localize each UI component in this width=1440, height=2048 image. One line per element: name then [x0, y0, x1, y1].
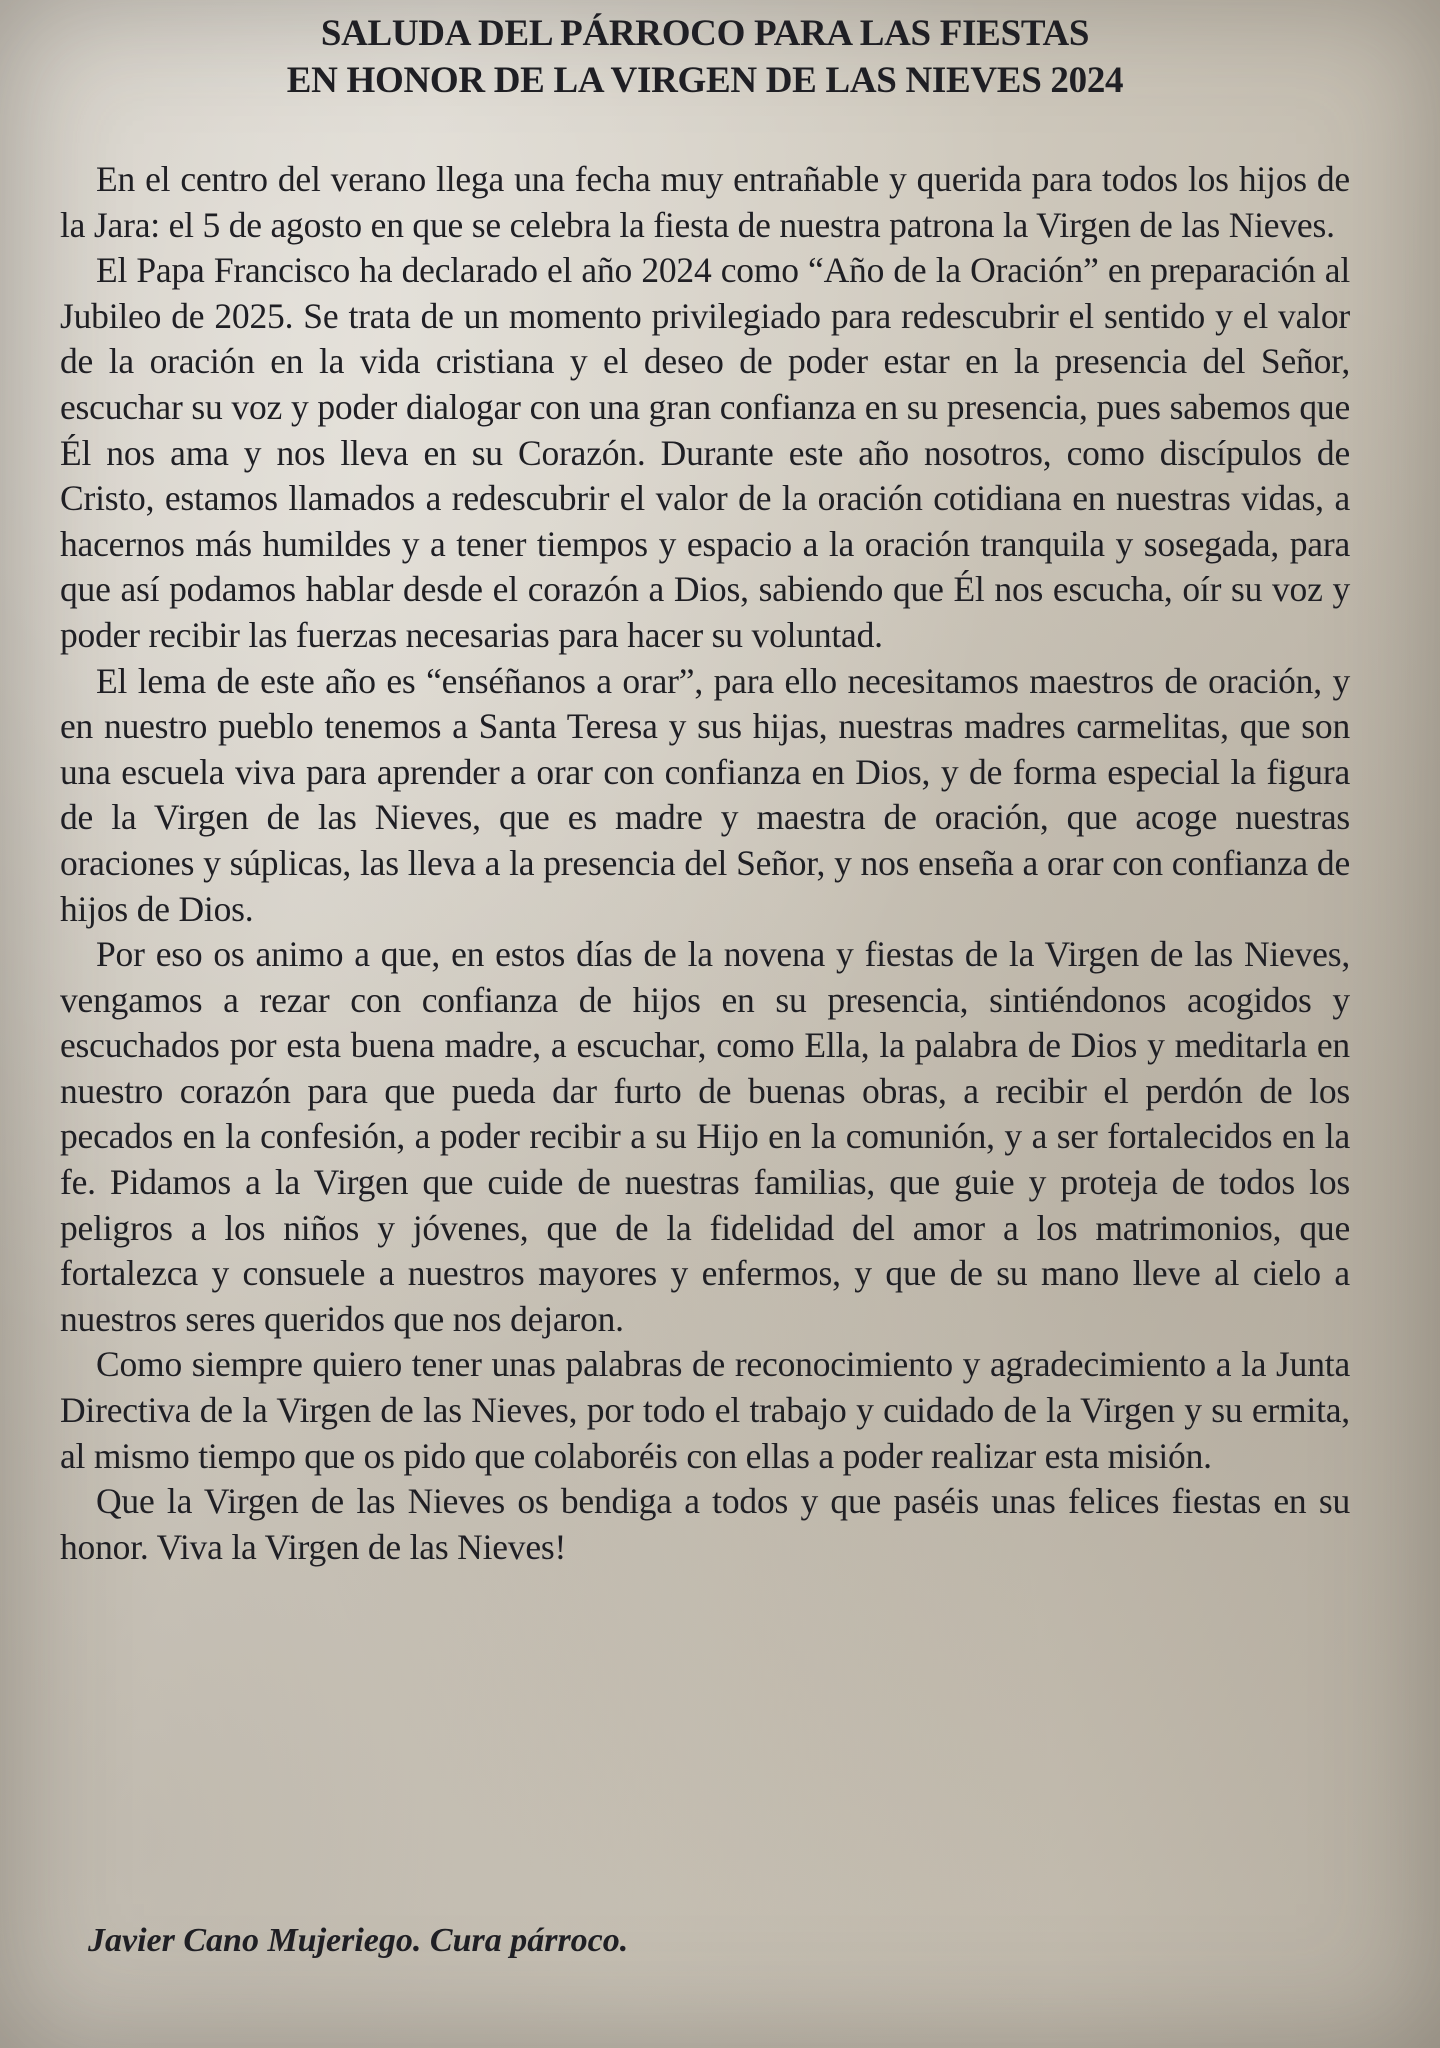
paragraph-3: El lema de este año es “enséñanos a orar”, para ello necesitamos maestros de oración, y en nuestro pueblo tenemos a Santa Teresa y sus hijas, nuestras madres carmelitas, que son una escuela viva para aprender a orar con confianza en Dios, y de forma especial la figura de la Virgen de las Nieves, que es madre y maestra de oración, que acoge nuestras oraciones y súplicas, las lleva a la presencia del Señor, y nos enseña a orar con confianza de hijos de Dios.: [60, 660, 1350, 929]
title-line-2: EN HONOR DE LA VIRGEN DE LAS NIEVES 2024: [286, 60, 1124, 101]
title-line-1: SALUDA DEL PÁRROCO PARA LAS FIESTAS: [320, 13, 1090, 54]
document: [60, 0, 1350, 1570]
paragraph-2: El Papa Francisco ha declarado el año 2024 como “Año de la Oración” en preparación al Jubileo de 2025. Se trata de un momento privilegiado para redescubrir el sentido y el valor de la oración en la vida cristiana y el deseo de poder estar en la presencia del Señor, escuchar su voz y poder dialogar con una gran confianza en su presencia, pues sabemos que Él nos ama y nos lleva en su Corazón. Durante este año nosotros, como discípulos de Cristo, estamos llamados a redescubrir el valor de la oración cotidiana en nuestras vidas, a hacernos más humildes y a tener tiempos y espacio a la oración tranquila y sosegada, para que así podamos hablar desde el corazón a Dios, sabiendo que Él nos escucha, oír su voz y poder recibir las fuerzas necesarias para hacer su voluntad.: [60, 250, 1350, 655]
paragraph-6: Que la Virgen de las Nieves os bendiga a todos y que paséis unas felices fiestas en su honor. Viva la Virgen de las Nieves!: [60, 1481, 1350, 1567]
paragraph-1: En el centro del verano llega una fecha muy entrañable y querida para todos los hijos de la Jara: el 5 de agosto en que se celebra la fiesta de nuestra patrona la Virgen de las Nieves.: [60, 159, 1350, 245]
letter-body: [60, 157, 1350, 1570]
paragraph-5: Como siempre quiero tener unas palabras de reconocimiento y agradecimiento a la Junta Directiva de la Virgen de las Nieves, por todo el trabajo y cuidado de la Virgen y su ermita, al mismo tiempo que os pido que colaboréis con ellas a poder realizar esta misión.: [60, 1344, 1350, 1476]
signature: Javier Cano Mujeriego. Cura párroco.: [88, 1922, 629, 1959]
paragraph-4: Por eso os animo a que, en estos días de la novena y fiestas de la Virgen de las Nieves, vengamos a rezar con confianza de hijos en su presencia, sintiéndonos acogidos y escuchados por esta buena madre, a escuchar, como Ella, la palabra de Dios y meditarla en nuestro corazón para que pueda dar furto de buenas obras, a recibir el perdón de los pecados en la confesión, a poder recibir a su Hijo en la comunión, y a ser fortalecidos en la fe. Pidamos a la Virgen que cuide de nuestras familias, que guie y proteja de todos los peligros a los niños y jóvenes, que de la fidelidad del amor a los matrimonios, que fortalezca y consuele a nuestros mayores y enfermos, y que de su mano lleve al cielo a nuestros seres queridos que nos dejaron.: [60, 934, 1350, 1339]
page-title: [60, 0, 1350, 104]
